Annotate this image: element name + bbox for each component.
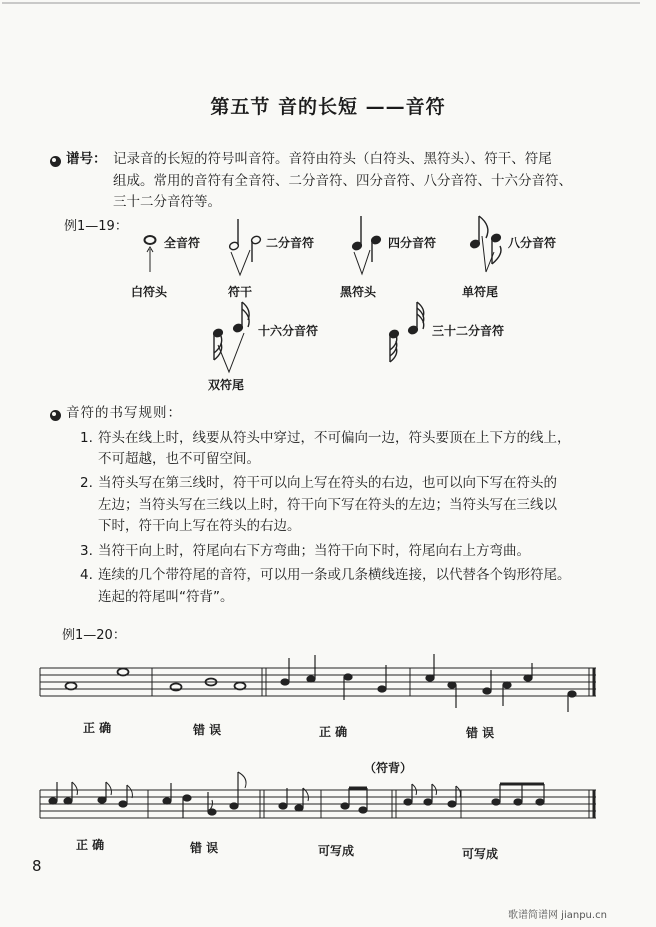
rule-1-line1: 符头在线上时，线要从符头中穿过，不可偏向一边，符头要顶在上下方的线上，: [98, 430, 571, 446]
row2-label-3: 可写成: [318, 844, 355, 858]
whole-note-icon: [145, 236, 156, 244]
part-label-black-head: 黑符头: [340, 285, 377, 299]
row1-label-3: 正 确: [319, 725, 348, 739]
note-name-quarter: 四分音符: [388, 236, 437, 250]
beam-label: （符背）: [364, 761, 413, 775]
rule-1-num: 1.: [80, 430, 93, 446]
page-title: 第五节 音的长短 ——音符: [210, 96, 446, 118]
row2-label-4: 可写成: [462, 847, 499, 861]
row1-label-2: 错 误: [193, 723, 222, 737]
watermark: 歌谱简谱网 jianpu.cn: [508, 910, 607, 921]
part-label-white-head: 白符头: [131, 285, 168, 299]
rule-4-line2: 连起的符尾叫“符背”。: [98, 589, 234, 605]
rule-4-num: 4.: [80, 567, 93, 583]
sixteenth-note-icon: [213, 302, 250, 360]
staff-1: [40, 654, 596, 712]
part-label-single-flag: 单符尾: [462, 285, 499, 299]
rule-2-line2: 左边；当符头写在三线以上时，符干向下写在符头的左边；当符头写在三线以: [98, 497, 557, 513]
note-name-thirtysecond: 三十二分音符: [432, 324, 505, 338]
rule-2-line3: 下时，符干向上写在符头的右边。: [98, 518, 301, 534]
row2-label-2: 错 误: [190, 841, 219, 855]
part-label-stem: 符干: [228, 285, 253, 299]
note-name-eighth: 八分音符: [508, 236, 557, 250]
half-note-icon: [229, 219, 262, 262]
rule-4-line1: 连续的几个带符尾的音符，可以用一条或几条横线连接，以代替各个钩形符尾。: [98, 567, 571, 583]
staff-2: [40, 772, 596, 818]
rule-3-line1: 当符干向上时，符尾向右下方弯曲；当符干向下时，符尾向右上方弯曲。: [98, 543, 530, 559]
section1-label: 谱号：: [66, 151, 107, 167]
page-number: 8: [32, 857, 42, 875]
section2-title: 音符的书写规则：: [66, 405, 182, 421]
thirtysecond-note-icon: [389, 302, 424, 362]
example19-label: 例1—19：: [64, 219, 128, 234]
row2-label-1: 正 确: [76, 838, 105, 852]
section1-line1: 记录音的长短的符号叫音符。音符由符头（白符头、黑符头）、符干、符尾: [113, 151, 552, 167]
part-label-double-flag: 双符尾: [208, 378, 245, 392]
note-name-half: 二分音符: [266, 236, 315, 250]
note-name-sixteenth: 十六分音符: [258, 324, 319, 338]
rule-2-num: 2.: [80, 475, 93, 491]
quarter-note-icon: [352, 216, 382, 262]
example20-label: 例1—20：: [62, 628, 126, 643]
section1-line3: 三十二分音符等。: [113, 194, 221, 210]
section1-line2: 组成。常用的音符有全音符、二分音符、四分音符、八分音符、十六分音符、: [113, 173, 572, 189]
note-name-whole: 全音符: [164, 236, 201, 250]
rule-1-line2: 不可超越，也不可留空间。: [98, 451, 260, 467]
eighth-note-icon: [470, 216, 502, 264]
rule-3-num: 3.: [80, 543, 93, 559]
row1-label-1: 正 确: [83, 721, 112, 735]
rule-2-line1: 当符头写在第三线时，符干可以向上写在符头的右边，也可以向下写在符头的: [98, 475, 557, 491]
row1-label-4: 错 误: [466, 726, 495, 740]
